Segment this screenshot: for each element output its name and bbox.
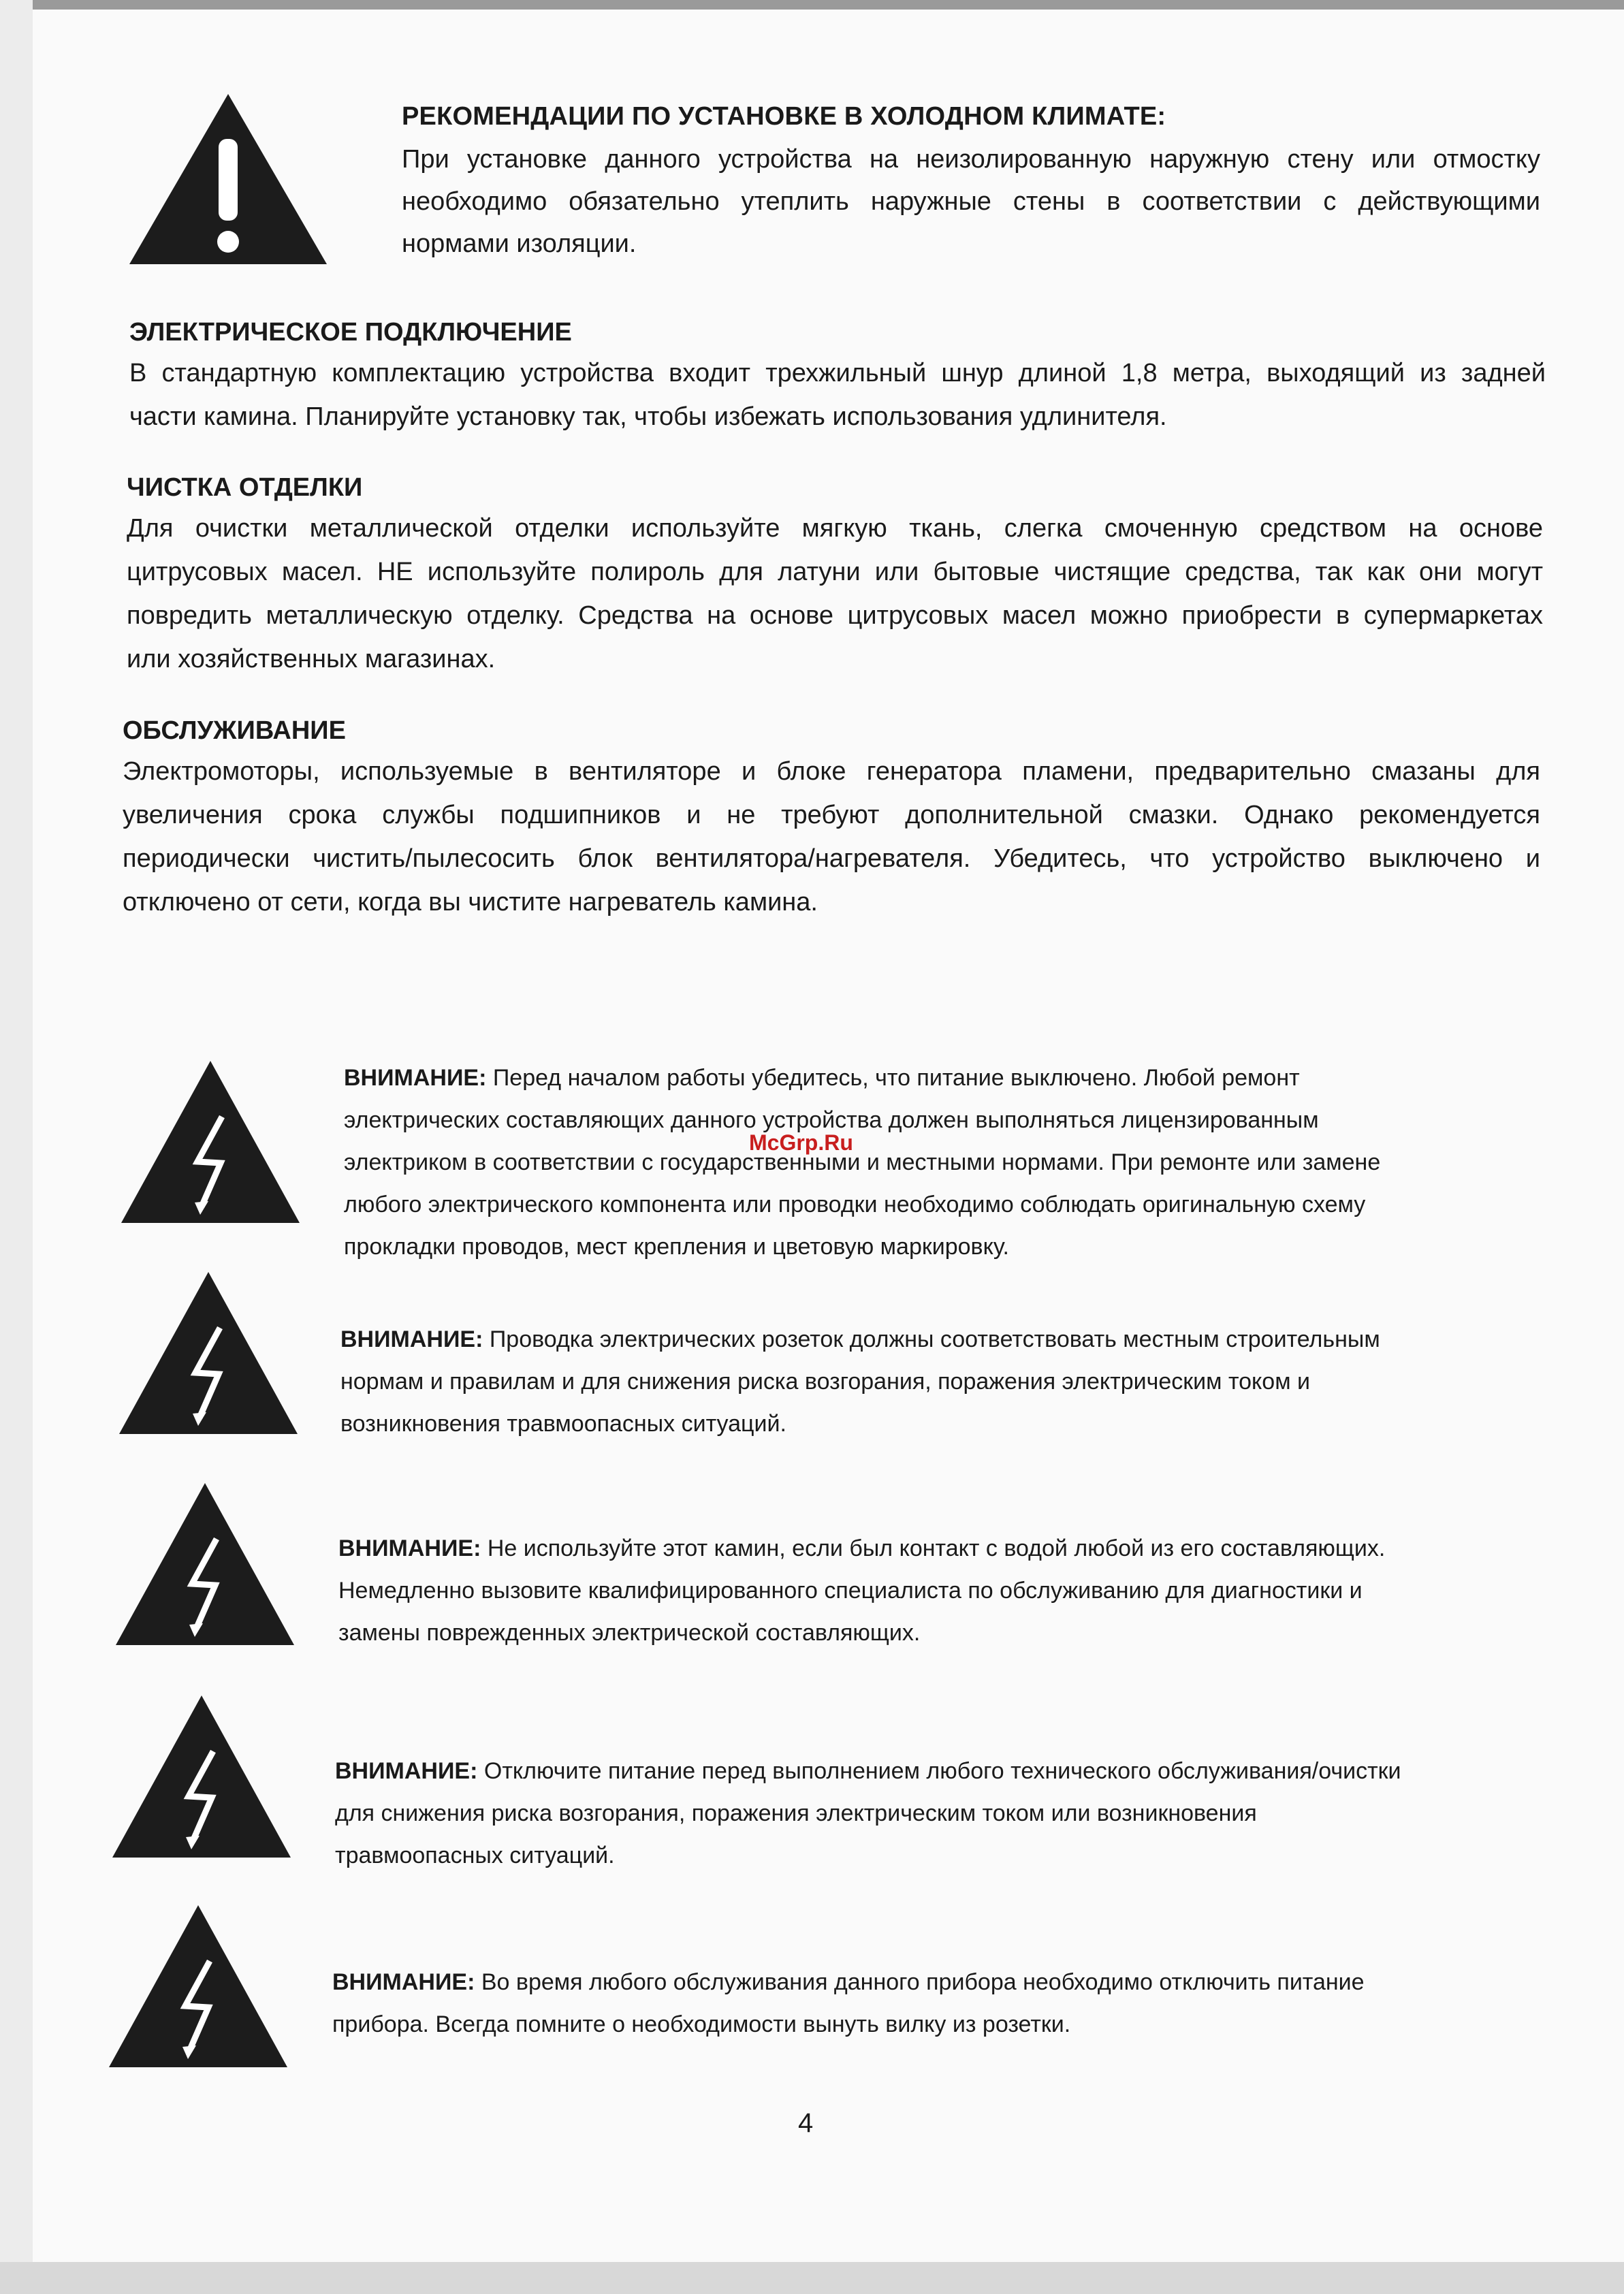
cold-climate-line-2: необходимо обязательно утеплить наружные стены в соответствии с действующими (402, 187, 1540, 216)
section-cleaning (127, 468, 1543, 681)
warning-line: Перед началом работы убедитесь, что питание выключено. Любой ремонт (486, 1065, 1300, 1091)
warning-line: нормам и правилам и для снижения риска возгорания, поражения электрическим током и (340, 1369, 1311, 1395)
cold-climate-recommendation (402, 102, 1540, 265)
warning-line: прибора. Всегда помните о необходимости вынуть вилку из розетки. (332, 2011, 1071, 2037)
warning-line: Проводка электрических розеток должны соответствовать местным строительным (483, 1326, 1380, 1352)
page-number: 4 (798, 2108, 814, 2138)
scan-edge-bottom (0, 2262, 1624, 2294)
section-line: Электромоторы, используемые в вентиляторе и блоке генератора пламени, предварительно смазаны для (123, 757, 1540, 786)
high-voltage-triangle-icon (121, 1061, 300, 1223)
warning-disconnect-before-service (335, 1750, 1527, 1877)
section-line: Для очистки металлической отделки используйте мягкую ткань, слегка смоченную средством на основе (127, 514, 1543, 543)
warning-line: травмоопасных ситуаций. (335, 1843, 615, 1868)
warning-label: ВНИМАНИЕ: (344, 1065, 487, 1091)
warning-line: электрических составляющих данного устройства должен выполняться лицензированным (344, 1107, 1319, 1133)
section-line: периодически чистить/пылесосить блок вентилятора/нагревателя. Убедитесь, что устройство выключено и (123, 844, 1540, 873)
scan-edge-left (0, 0, 33, 2294)
section-maintenance (123, 712, 1540, 924)
section-line: цитрусовых масел. НЕ используйте полироль для латуни или бытовые чистящие средства, так как они могут (127, 558, 1543, 586)
section-line: В стандартную комплектацию устройства входит трехжильный шнур длиной 1,8 метра, выходящий из задней (129, 359, 1546, 387)
warning-water-contact (338, 1527, 1523, 1654)
exclamation-triangle-icon (129, 94, 327, 264)
warning-line: прокладки проводов, мест крепления и цветовую маркировку. (344, 1234, 1009, 1260)
warning-power-off (344, 1057, 1529, 1268)
warning-line: Не используйте этот камин, если был контакт с водой любой из его составляющих. (481, 1535, 1386, 1561)
section-electrical-connection (129, 313, 1546, 439)
high-voltage-triangle-icon (116, 1483, 294, 1645)
warning-line: Отключите питание перед выполнением любого технического обслуживания/очистки (477, 1758, 1401, 1784)
warning-line: электриком в соответствии с государственными и местными нормами. При ремонте или замене (344, 1149, 1381, 1175)
warning-line: любого электрического компонента или проводки необходимо соблюдать оригинальную схему (344, 1192, 1366, 1217)
section-line: части камина. Планируйте установку так, чтобы избежать использования удлинителя. (129, 402, 1167, 431)
section-line: повредить металлическую отделку. Средства на основе цитрусовых масел можно приобрести в супермаркетах (127, 601, 1543, 630)
section-line: отключено от сети, когда вы чистите нагреватель камина. (123, 888, 818, 917)
high-voltage-triangle-icon (112, 1695, 291, 1858)
scan-edge-top (0, 0, 1624, 10)
warning-label: ВНИМАНИЕ: (338, 1535, 481, 1561)
cold-climate-title: РЕКОМЕНДАЦИИ ПО УСТАНОВКЕ В ХОЛОДНОМ КЛИМАТЕ: (402, 102, 1166, 131)
section-line: увеличения срока службы подшипников и не требуют дополнительной смазки. Однако рекомендуется (123, 801, 1540, 829)
warning-label: ВНИМАНИЕ: (335, 1758, 478, 1784)
warning-line: замены поврежденных электрической составляющих. (338, 1620, 921, 1646)
warning-label: ВНИМАНИЕ: (332, 1969, 475, 1995)
high-voltage-triangle-icon (109, 1905, 287, 2067)
warning-outlet-wiring (340, 1318, 1525, 1445)
cold-climate-line-1: При установке данного устройства на неизолированную наружную стену или отмостку (402, 145, 1540, 174)
section-heading: ЭЛЕКТРИЧЕСКОЕ ПОДКЛЮЧЕНИЕ (129, 318, 572, 347)
warning-line: Немедленно вызовите квалифицированного специалиста по обслуживанию для диагностики и (338, 1578, 1363, 1604)
cold-climate-line-3: нормами изоляции. (402, 229, 637, 258)
section-heading: ЧИСТКА ОТДЕЛКИ (127, 473, 363, 502)
warning-line: Во время любого обслуживания данного прибора необходимо отключить питание (475, 1969, 1365, 1995)
warning-line: для снижения риска возгорания, поражения электрическим током или возникновения (335, 1800, 1257, 1826)
section-line: или хозяйственных магазинах. (127, 645, 496, 673)
watermark: McGrp.Ru (749, 1130, 853, 1155)
high-voltage-triangle-icon (119, 1272, 298, 1434)
section-heading: ОБСЛУЖИВАНИЕ (123, 716, 346, 745)
warning-unplug-during-service (332, 1961, 1517, 2045)
warning-label: ВНИМАНИЕ: (340, 1326, 483, 1352)
warning-line: возникновения травмоопасных ситуаций. (340, 1411, 786, 1437)
